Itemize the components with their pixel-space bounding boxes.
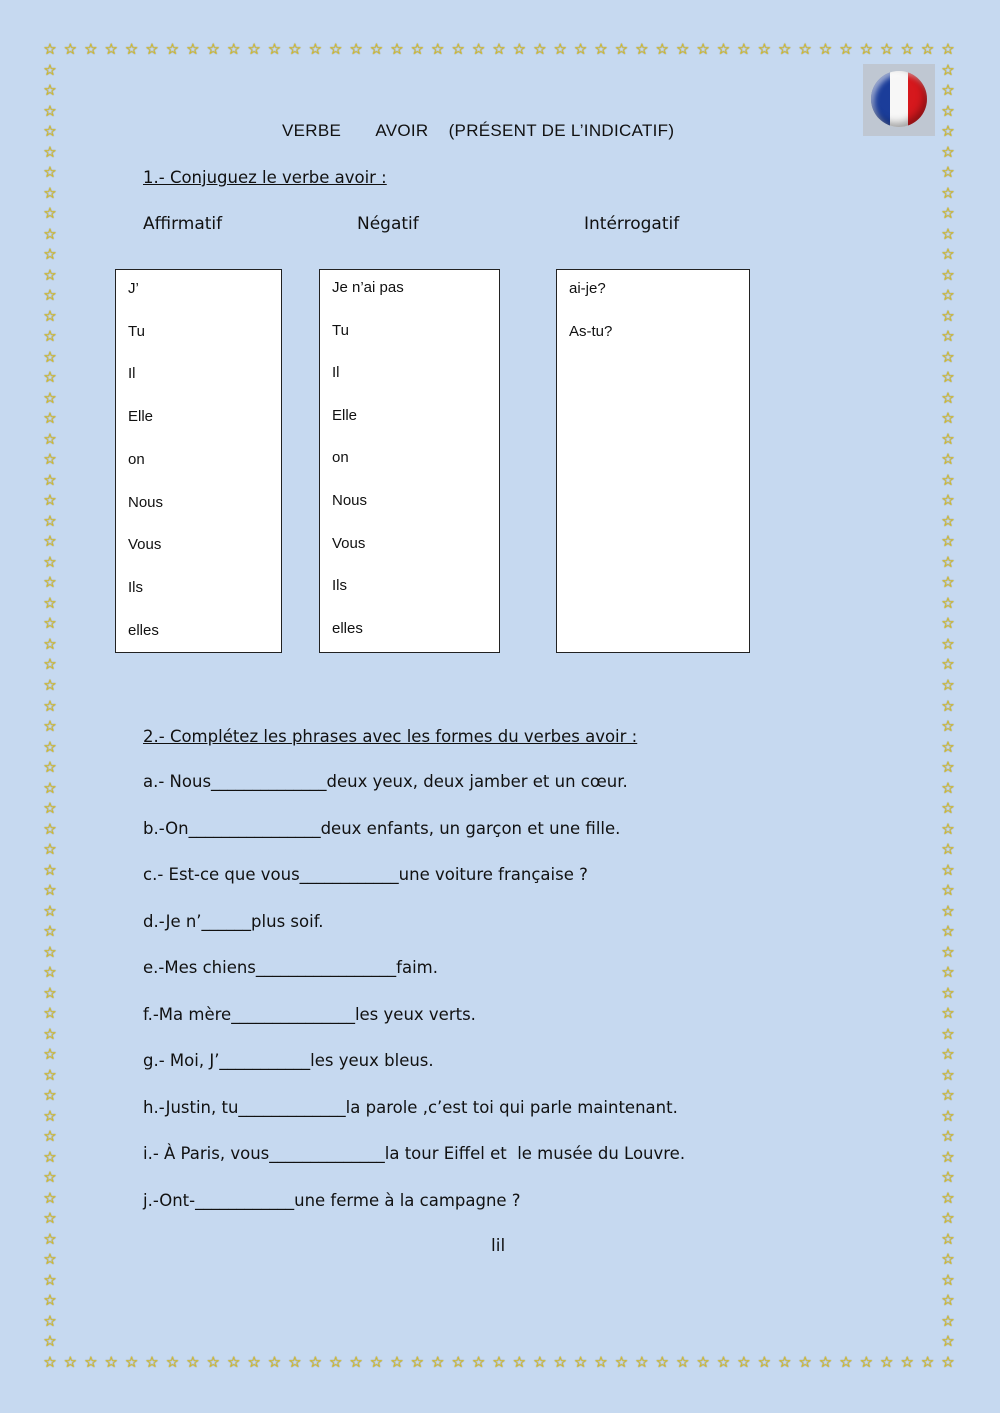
star-icon: ☆ <box>43 1270 57 1289</box>
star-icon: ☆ <box>941 1004 955 1023</box>
star-icon: ☆ <box>941 1291 955 1310</box>
conjugation-cell: Il <box>128 365 136 383</box>
star-icon: ☆ <box>43 532 57 551</box>
star-icon: ☆ <box>43 1168 57 1187</box>
star-icon: ☆ <box>941 1045 955 1064</box>
star-icon: ☆ <box>941 450 955 469</box>
star-icon: ☆ <box>288 1353 302 1371</box>
star-icon: ☆ <box>941 1270 955 1289</box>
star-icon: ☆ <box>145 40 159 58</box>
star-icon: ☆ <box>43 675 57 694</box>
star-icon: ☆ <box>186 1353 200 1371</box>
star-icon: ☆ <box>267 1353 282 1371</box>
star-icon: ☆ <box>553 40 567 58</box>
star-icon: ☆ <box>941 122 955 141</box>
star-icon: ☆ <box>880 40 894 58</box>
star-icon: ☆ <box>716 40 731 58</box>
star-icon: ☆ <box>369 1353 384 1371</box>
star-icon: ☆ <box>43 163 57 182</box>
star-icon: ☆ <box>328 40 343 58</box>
star-icon: ☆ <box>104 1353 118 1371</box>
star-icon: ☆ <box>880 1353 894 1371</box>
star-icon: ☆ <box>941 183 955 202</box>
star-icon: ☆ <box>349 40 363 58</box>
star-icon: ☆ <box>43 511 57 530</box>
star-icon: ☆ <box>43 245 57 264</box>
star-icon: ☆ <box>900 1353 914 1371</box>
star-icon: ☆ <box>941 204 955 223</box>
star-icon: ☆ <box>553 1353 567 1371</box>
star-icon: ☆ <box>941 101 955 120</box>
star-icon: ☆ <box>594 40 608 58</box>
star-icon: ☆ <box>941 942 955 961</box>
star-icon: ☆ <box>186 40 200 58</box>
star-icon: ☆ <box>43 983 57 1002</box>
star-icon: ☆ <box>941 224 955 243</box>
star-icon: ☆ <box>43 634 57 653</box>
star-icon: ☆ <box>43 347 57 366</box>
star-icon: ☆ <box>43 1004 57 1023</box>
star-icon: ☆ <box>471 40 486 58</box>
star-icon: ☆ <box>43 1229 57 1248</box>
star-icon: ☆ <box>124 1353 139 1371</box>
star-icon: ☆ <box>941 368 955 387</box>
star-icon: ☆ <box>226 1353 241 1371</box>
star-icon: ☆ <box>941 1065 955 1084</box>
star-icon: ☆ <box>696 40 710 58</box>
star-icon: ☆ <box>43 860 57 879</box>
star-icon: ☆ <box>43 1250 57 1269</box>
star-icon: ☆ <box>43 922 57 941</box>
conjugation-cell: Tu <box>332 321 349 339</box>
sentence-item: f.-Ma mère_______________les yeux verts. <box>143 1004 476 1024</box>
star-icon: ☆ <box>43 717 57 736</box>
star-icon: ☆ <box>941 306 955 325</box>
star-icon: ☆ <box>941 1106 955 1125</box>
star-icon: ☆ <box>43 1024 57 1043</box>
star-icon: ☆ <box>941 614 955 633</box>
negatif-box[interactable] <box>319 269 500 653</box>
sentence-item: h.-Justin, tu_____________la parole ,c’est toi qui parle maintenant. <box>143 1097 678 1117</box>
star-icon: ☆ <box>43 778 57 797</box>
star-icon: ☆ <box>635 1353 649 1371</box>
star-icon: ☆ <box>471 1353 486 1371</box>
star-icon: ☆ <box>573 40 588 58</box>
star-icon: ☆ <box>920 1353 935 1371</box>
star-icon: ☆ <box>614 40 629 58</box>
star-icon: ☆ <box>247 1353 261 1371</box>
star-icon: ☆ <box>941 983 955 1002</box>
conjugation-cell: J’ <box>128 280 139 297</box>
sentence-item: d.-Je n’______plus soif. <box>143 911 324 931</box>
interrogatif-box[interactable] <box>556 269 750 653</box>
star-icon: ☆ <box>818 40 833 58</box>
star-icon: ☆ <box>839 1353 853 1371</box>
star-icon: ☆ <box>798 40 812 58</box>
star-icon: ☆ <box>43 1311 57 1330</box>
star-icon: ☆ <box>43 327 57 346</box>
star-icon: ☆ <box>941 40 955 58</box>
star-icon: ☆ <box>941 840 955 859</box>
star-icon: ☆ <box>941 1024 955 1043</box>
star-icon: ☆ <box>859 40 874 58</box>
star-icon: ☆ <box>43 1188 57 1207</box>
star-icon: ☆ <box>43 40 57 58</box>
star-icon: ☆ <box>390 1353 404 1371</box>
star-icon: ☆ <box>716 1353 731 1371</box>
star-icon: ☆ <box>369 40 384 58</box>
star-icon: ☆ <box>573 1353 588 1371</box>
star-icon: ☆ <box>43 286 57 305</box>
star-icon: ☆ <box>43 1086 57 1105</box>
star-icon: ☆ <box>43 122 57 141</box>
star-icon: ☆ <box>63 40 78 58</box>
star-icon: ☆ <box>941 347 955 366</box>
star-icon: ☆ <box>43 81 57 100</box>
footer-text: lil <box>491 1236 506 1256</box>
star-icon: ☆ <box>431 40 445 58</box>
star-icon: ☆ <box>594 1353 608 1371</box>
star-icon: ☆ <box>920 40 935 58</box>
star-icon: ☆ <box>349 1353 363 1371</box>
star-icon: ☆ <box>941 963 955 982</box>
star-icon: ☆ <box>941 552 955 571</box>
star-icon: ☆ <box>43 840 57 859</box>
star-icon: ☆ <box>941 286 955 305</box>
star-icon: ☆ <box>43 388 57 407</box>
star-icon: ☆ <box>941 142 955 161</box>
star-icon: ☆ <box>328 1353 343 1371</box>
star-icon: ☆ <box>43 1127 57 1146</box>
star-icon: ☆ <box>63 1353 78 1371</box>
star-icon: ☆ <box>104 40 118 58</box>
star-icon: ☆ <box>165 40 180 58</box>
star-icon: ☆ <box>43 60 57 79</box>
star-icon: ☆ <box>43 224 57 243</box>
star-icon: ☆ <box>43 901 57 920</box>
star-icon: ☆ <box>512 1353 527 1371</box>
sentence-item: e.-Mes chiens_________________faim. <box>143 958 438 977</box>
star-icon: ☆ <box>43 183 57 202</box>
star-icon: ☆ <box>757 40 772 58</box>
conjugation-cell: ai-je? <box>569 280 606 297</box>
star-icon: ☆ <box>941 675 955 694</box>
star-icon: ☆ <box>43 1209 57 1228</box>
star-icon: ☆ <box>941 265 955 284</box>
column-heading-interrogatif: Intérrogatif <box>584 214 680 234</box>
star-icon: ☆ <box>941 634 955 653</box>
column-heading-affirmatif: Affirmatif <box>143 214 223 234</box>
star-icon: ☆ <box>165 1353 180 1371</box>
star-icon: ☆ <box>492 1353 506 1371</box>
star-icon: ☆ <box>410 40 425 58</box>
star-icon: ☆ <box>798 1353 812 1371</box>
conjugation-cell: Nous <box>128 493 164 511</box>
star-icon: ☆ <box>451 1353 465 1371</box>
sentence-item: j.-Ont-____________une ferme à la campagne ? <box>143 1190 521 1210</box>
star-icon: ☆ <box>941 881 955 900</box>
star-icon: ☆ <box>941 737 955 756</box>
flag-ball <box>871 71 927 127</box>
star-icon: ☆ <box>941 409 955 428</box>
star-icon: ☆ <box>737 40 751 58</box>
star-icon: ☆ <box>43 204 57 223</box>
star-icon: ☆ <box>84 40 98 58</box>
star-icon: ☆ <box>839 40 853 58</box>
star-icon: ☆ <box>43 1147 57 1166</box>
conjugation-cell: Je n’ai pas <box>332 279 404 296</box>
sentence-item: g.- Moi, J’___________les yeux bleus. <box>143 1051 434 1070</box>
star-icon: ☆ <box>43 142 57 161</box>
star-icon: ☆ <box>43 942 57 961</box>
star-icon: ☆ <box>288 40 302 58</box>
conjugation-cell: on <box>128 450 145 468</box>
star-icon: ☆ <box>247 40 261 58</box>
star-icon: ☆ <box>818 1353 833 1371</box>
star-icon: ☆ <box>308 40 323 58</box>
sentence-item: a.- Nous______________deux yeux, deux jamber et un cœur. <box>143 772 628 791</box>
star-icon: ☆ <box>43 963 57 982</box>
star-icon: ☆ <box>941 758 955 777</box>
star-icon: ☆ <box>43 409 57 428</box>
star-icon: ☆ <box>492 40 506 58</box>
sentence-item: b.-On________________deux enfants, un garçon et une fille. <box>143 818 621 838</box>
star-icon: ☆ <box>614 1353 629 1371</box>
conjugation-cell: Il <box>332 364 340 382</box>
star-icon: ☆ <box>941 1229 955 1248</box>
star-icon: ☆ <box>941 511 955 530</box>
star-icon: ☆ <box>941 922 955 941</box>
star-icon: ☆ <box>941 60 955 79</box>
star-icon: ☆ <box>941 245 955 264</box>
star-icon: ☆ <box>43 696 57 715</box>
star-icon: ☆ <box>43 799 57 818</box>
star-icon: ☆ <box>941 470 955 489</box>
exercise2-heading: 2.- Complétez les phrases avec les formes du verbes avoir : <box>143 727 638 746</box>
star-icon: ☆ <box>267 40 282 58</box>
star-icon: ☆ <box>43 470 57 489</box>
star-icon: ☆ <box>675 1353 690 1371</box>
star-icon: ☆ <box>43 265 57 284</box>
star-icon: ☆ <box>941 860 955 879</box>
star-icon: ☆ <box>43 101 57 120</box>
star-icon: ☆ <box>43 1353 57 1371</box>
conjugation-cell: Vous <box>332 534 366 552</box>
star-icon: ☆ <box>533 40 547 58</box>
star-icon: ☆ <box>941 593 955 612</box>
star-icon: ☆ <box>308 1353 323 1371</box>
star-icon: ☆ <box>941 1147 955 1166</box>
star-icon: ☆ <box>777 1353 792 1371</box>
star-icon: ☆ <box>941 1127 955 1146</box>
star-icon: ☆ <box>696 1353 710 1371</box>
star-icon: ☆ <box>533 1353 547 1371</box>
star-icon: ☆ <box>941 717 955 736</box>
star-icon: ☆ <box>124 40 139 58</box>
star-icon: ☆ <box>43 881 57 900</box>
star-icon: ☆ <box>206 1353 220 1371</box>
star-icon: ☆ <box>941 327 955 346</box>
star-icon: ☆ <box>941 388 955 407</box>
star-icon: ☆ <box>145 1353 159 1371</box>
star-icon: ☆ <box>43 450 57 469</box>
star-icon: ☆ <box>941 1086 955 1105</box>
star-icon: ☆ <box>43 1332 57 1351</box>
star-icon: ☆ <box>512 40 527 58</box>
star-icon: ☆ <box>941 429 955 448</box>
star-icon: ☆ <box>941 819 955 838</box>
star-icon: ☆ <box>941 81 955 100</box>
star-icon: ☆ <box>757 1353 772 1371</box>
star-icon: ☆ <box>941 778 955 797</box>
star-icon: ☆ <box>43 737 57 756</box>
star-icon: ☆ <box>43 368 57 387</box>
star-icon: ☆ <box>84 1353 98 1371</box>
conjugation-cell: Vous <box>128 536 162 554</box>
star-icon: ☆ <box>655 40 669 58</box>
star-icon: ☆ <box>737 1353 751 1371</box>
star-icon: ☆ <box>43 429 57 448</box>
star-icon: ☆ <box>43 306 57 325</box>
star-icon: ☆ <box>900 40 914 58</box>
star-icon: ☆ <box>43 1045 57 1064</box>
conjugation-cell: Nous <box>332 492 368 509</box>
star-icon: ☆ <box>941 163 955 182</box>
column-heading-negatif: Négatif <box>357 214 419 234</box>
star-icon: ☆ <box>43 819 57 838</box>
star-icon: ☆ <box>410 1353 425 1371</box>
conjugation-cell: elles <box>332 619 363 637</box>
star-icon: ☆ <box>635 40 649 58</box>
star-icon: ☆ <box>941 1353 955 1371</box>
star-icon: ☆ <box>941 1209 955 1228</box>
star-icon: ☆ <box>941 1250 955 1269</box>
star-icon: ☆ <box>390 40 404 58</box>
star-icon: ☆ <box>777 40 792 58</box>
star-icon: ☆ <box>675 40 690 58</box>
star-icon: ☆ <box>941 655 955 674</box>
star-icon: ☆ <box>451 40 465 58</box>
star-icon: ☆ <box>43 758 57 777</box>
conjugation-cell: Tu <box>128 322 145 340</box>
star-icon: ☆ <box>941 1311 955 1330</box>
conjugation-cell: Ils <box>332 577 347 595</box>
france-flag-icon <box>863 64 935 136</box>
star-icon: ☆ <box>941 1188 955 1207</box>
star-icon: ☆ <box>859 1353 874 1371</box>
conjugation-cell: As-tu? <box>569 322 613 340</box>
star-icon: ☆ <box>43 593 57 612</box>
conjugation-cell: Elle <box>128 408 154 426</box>
conjugation-cell: Elle <box>332 406 358 424</box>
star-icon: ☆ <box>655 1353 669 1371</box>
star-icon: ☆ <box>941 1332 955 1351</box>
star-icon: ☆ <box>206 40 220 58</box>
star-icon: ☆ <box>941 696 955 715</box>
star-icon: ☆ <box>43 1065 57 1084</box>
exercise1-heading: 1.- Conjuguez le verbe avoir : <box>143 168 387 187</box>
sentence-item: i.- À Paris, vous______________la tour Eiffel et le musée du Louvre. <box>143 1144 686 1163</box>
star-icon: ☆ <box>43 491 57 510</box>
star-icon: ☆ <box>941 491 955 510</box>
conjugation-cell: on <box>332 449 349 467</box>
star-icon: ☆ <box>43 655 57 674</box>
affirmatif-box[interactable] <box>115 269 282 653</box>
star-icon: ☆ <box>941 573 955 592</box>
sentence-item: c.- Est-ce que vous____________une voiture française ? <box>143 865 588 884</box>
star-icon: ☆ <box>941 901 955 920</box>
star-icon: ☆ <box>43 1106 57 1125</box>
star-icon: ☆ <box>43 552 57 571</box>
star-icon: ☆ <box>43 573 57 592</box>
star-icon: ☆ <box>43 614 57 633</box>
star-icon: ☆ <box>941 1168 955 1187</box>
star-icon: ☆ <box>941 799 955 818</box>
star-icon: ☆ <box>43 1291 57 1310</box>
page-title: VERBE AVOIR (PRÉSENT DE L’INDICATIF) <box>282 121 675 140</box>
star-icon: ☆ <box>226 40 241 58</box>
conjugation-cell: Ils <box>128 578 143 596</box>
conjugation-cell: elles <box>128 621 159 639</box>
star-icon: ☆ <box>431 1353 445 1371</box>
star-icon: ☆ <box>941 532 955 551</box>
